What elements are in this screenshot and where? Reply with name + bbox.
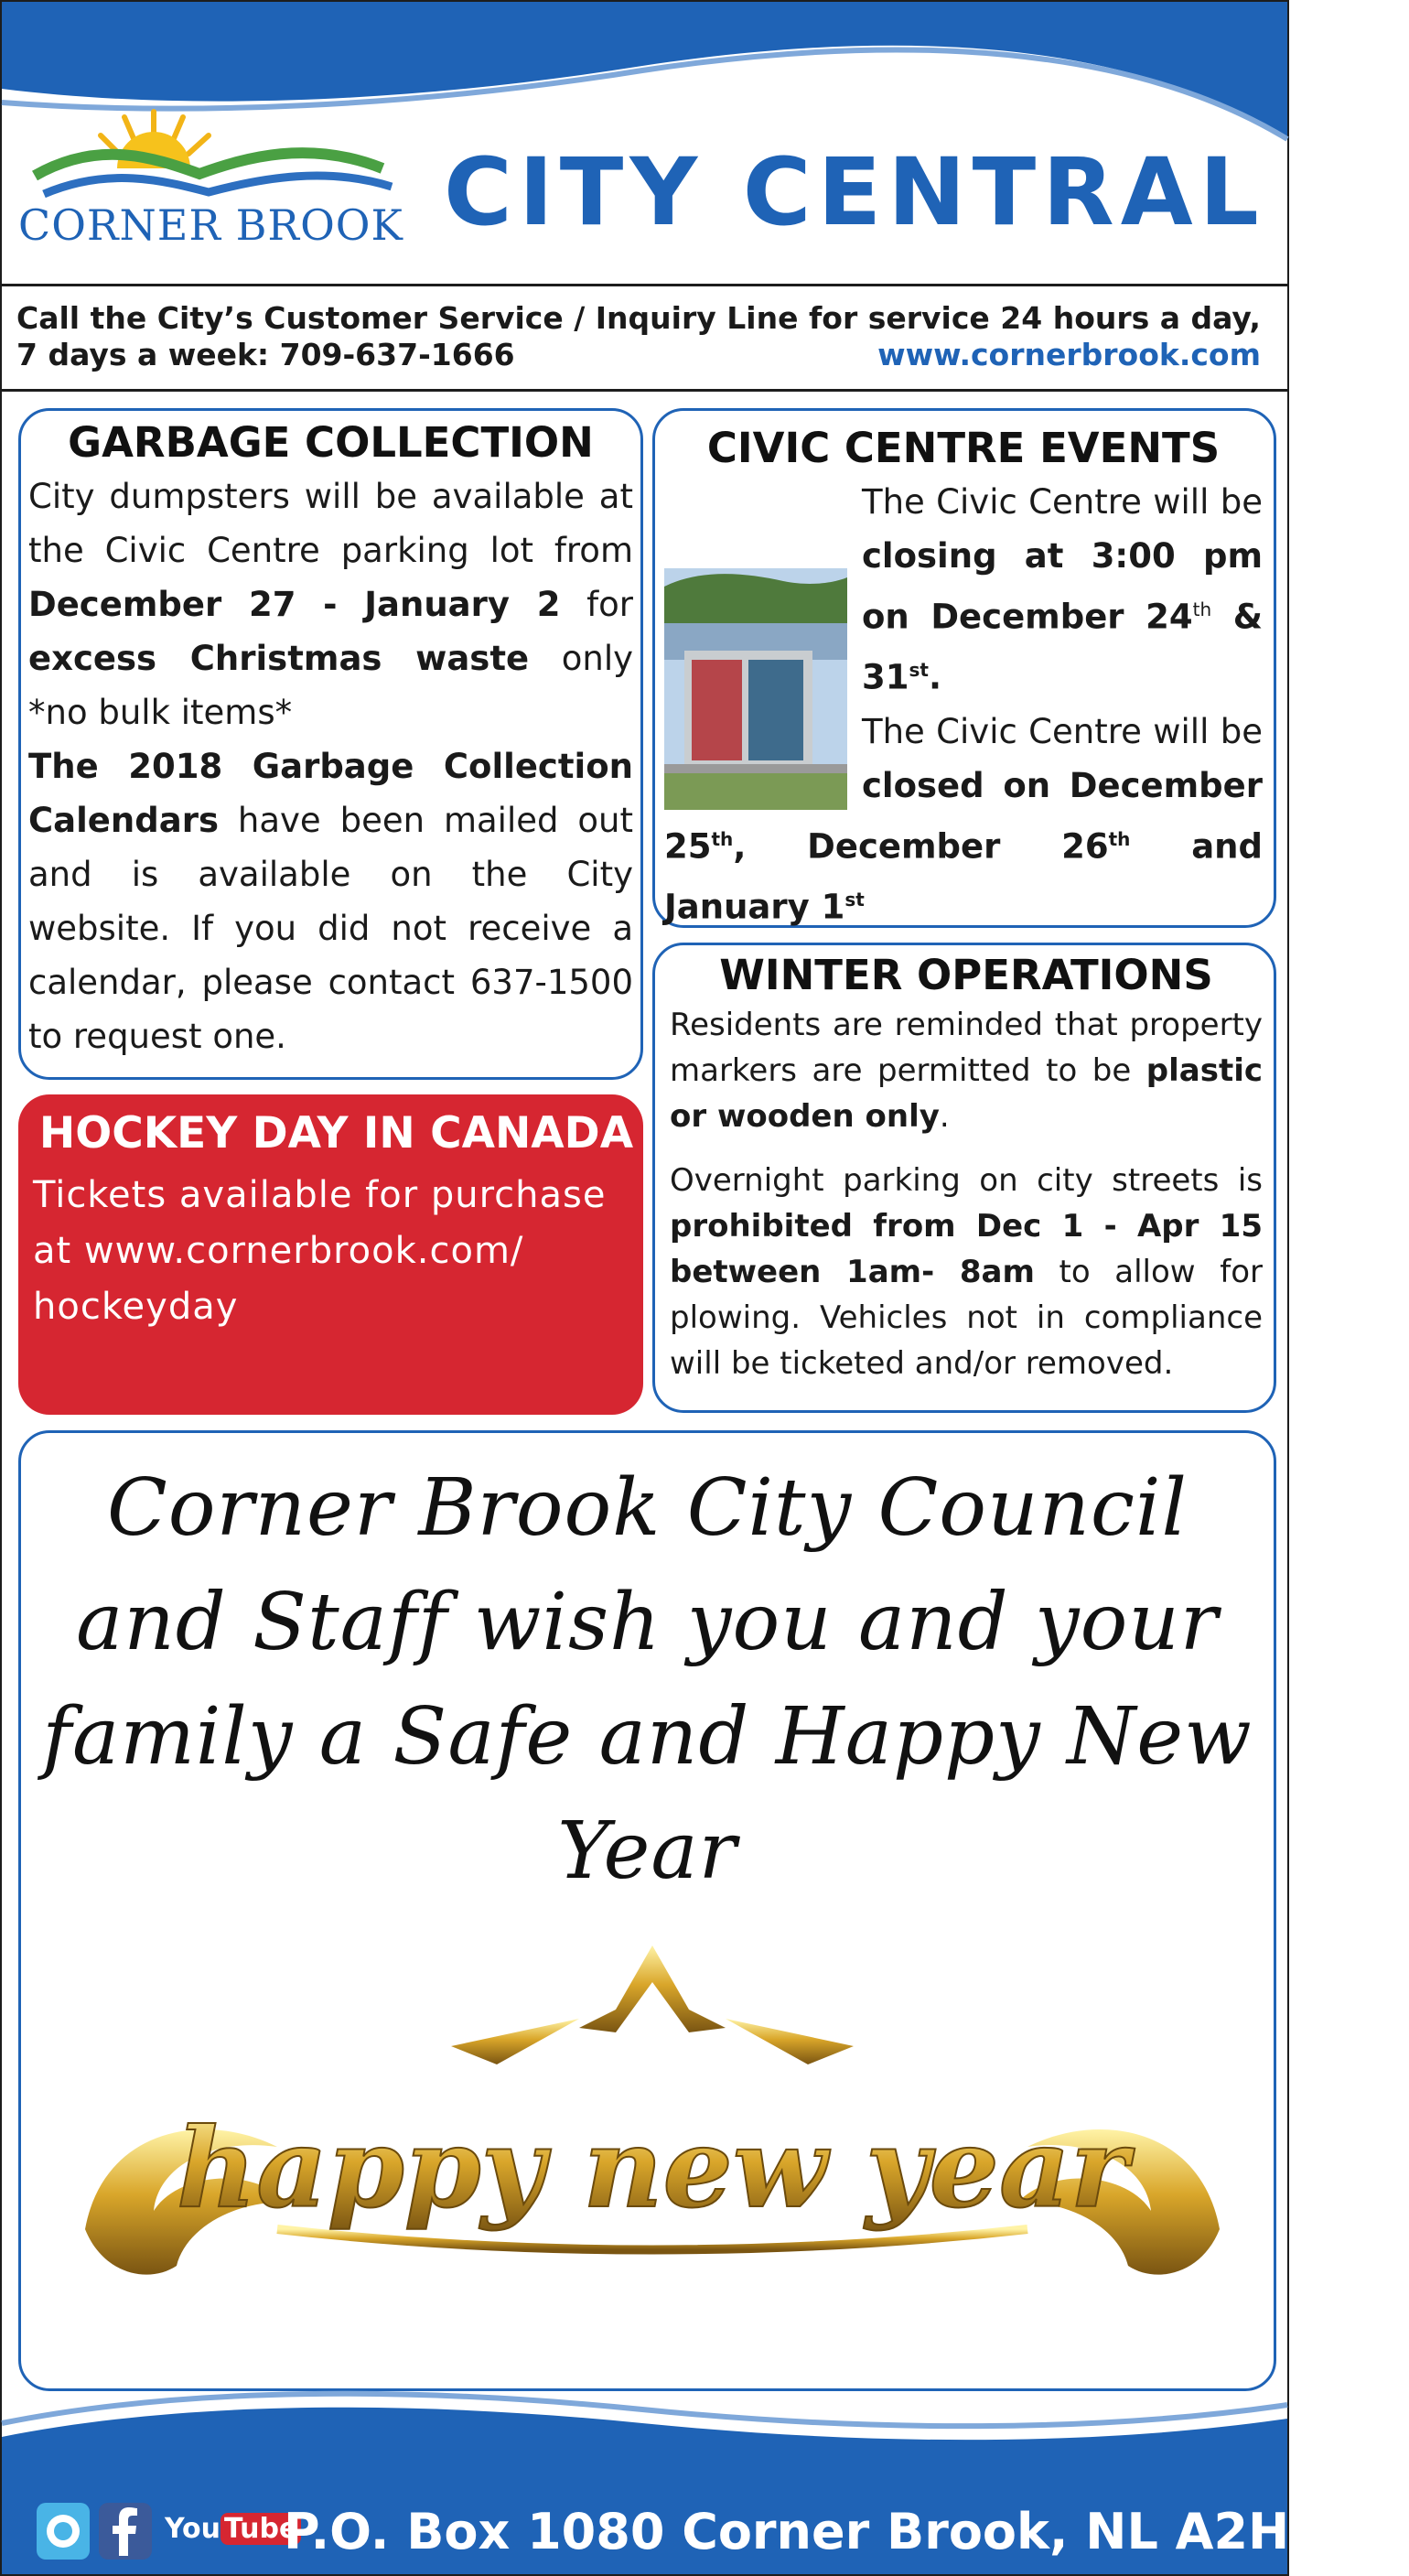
footer: [37, 2500, 1409, 2564]
winter-paragraph: [670, 1158, 1263, 1386]
hockey-heading: HOCKEY DAY IN CANADA: [38, 1108, 634, 1159]
civic-centre-panel: [652, 408, 1276, 928]
banner-text: happy new year: [176, 2104, 1129, 2233]
garbage-heading: GARBAGE COLLECTION: [68, 418, 594, 467]
new-year-message: Corner Brook City Council and Staff wish you and your family a Safe and Happy New Year: [42, 1462, 1253, 1897]
text: .: [939, 1098, 950, 1135]
service-line-2: 7 days a week: 709-637-1666: [16, 337, 515, 372]
page-title: CITY CENTRAL: [444, 138, 1265, 247]
marker-material: plastic or wooden only: [670, 1052, 1263, 1135]
parking-ban: prohibited from Dec 1 - Apr 15 between 1am- 8am: [670, 1208, 1263, 1290]
closed-date: , December 26: [733, 825, 1109, 866]
text: .: [928, 657, 942, 697]
postal-address: P.O. Box 1080 Corner Brook, NL A2H 6E1: [284, 2503, 1409, 2560]
garbage-body: [28, 469, 633, 1063]
ordinal: st: [909, 659, 929, 682]
ordinal: th: [711, 827, 734, 850]
civic-centre-photo: [664, 568, 847, 810]
date: & 31: [862, 597, 1263, 697]
winter-paragraph: [670, 1002, 1263, 1139]
closed-date: closed on December 25: [664, 765, 1263, 866]
corner-brook-logo: [16, 102, 439, 249]
new-year-wish-panel: [18, 1430, 1276, 2391]
text: The Civic Centre will be: [862, 482, 1263, 522]
website-link[interactable]: www.cornerbrook.com: [877, 337, 1261, 372]
text: to allow for plowing. Vehicles not in compliance will be ticketed and/or removed.: [670, 1254, 1263, 1382]
civic-heading: CIVIC CENTRE EVENTS: [706, 424, 1221, 472]
logo-wordmark: CORNER BROOK: [18, 200, 403, 250]
youtube-you: You: [165, 2513, 220, 2545]
closed-date: and January 1: [664, 825, 1263, 927]
text: have been mailed out and is available on the City website. If you did not receive a calendar, please contact 637-1500 to request one.: [28, 801, 633, 1056]
text: City dumpsters will be available at the Civic Centre parking lot from: [28, 477, 633, 570]
ordinal: st: [844, 888, 865, 911]
text: for: [560, 585, 633, 624]
ordinal: th: [1192, 598, 1212, 620]
dates: December 27 - January 2: [28, 585, 561, 624]
winter-operations-panel: [652, 943, 1276, 1413]
calendar-title: The 2018 Garbage Collection Calendars: [28, 747, 633, 840]
service-line-1: Call the City’s Customer Service / Inquiry Line for service 24 hours a day,: [16, 300, 1261, 336]
text: Overnight parking on city streets is: [670, 1162, 1263, 1199]
winter-heading: WINTER OPERATIONS: [719, 951, 1213, 999]
waste-type: excess Christmas waste: [28, 639, 530, 678]
divider: [2, 389, 1287, 392]
service-line: [16, 300, 1261, 373]
hockey-day-panel: [18, 1094, 643, 1415]
garbage-collection-panel: [18, 408, 643, 1080]
text: The Civic Centre will be: [862, 711, 1263, 751]
divider: [2, 284, 1287, 286]
text: only *no bulk items*: [28, 639, 633, 732]
happy-new-year-banner: [67, 1927, 1238, 2312]
hockey-body[interactable]: Tickets available for purchase at www.cornerbrook.com/ hockeyday: [33, 1174, 607, 1328]
twitter-icon[interactable]: [37, 2503, 90, 2560]
facebook-icon[interactable]: [99, 2503, 152, 2560]
closing-time: closing at 3:00 pm on December 24: [862, 536, 1263, 637]
youtube-icon[interactable]: [165, 2513, 301, 2545]
text: Residents are reminded that property markers are permitted to be: [670, 1007, 1263, 1089]
winter-body: [670, 1002, 1263, 1386]
youtube-tube: Tube: [220, 2513, 301, 2545]
ordinal: th: [1108, 827, 1131, 850]
